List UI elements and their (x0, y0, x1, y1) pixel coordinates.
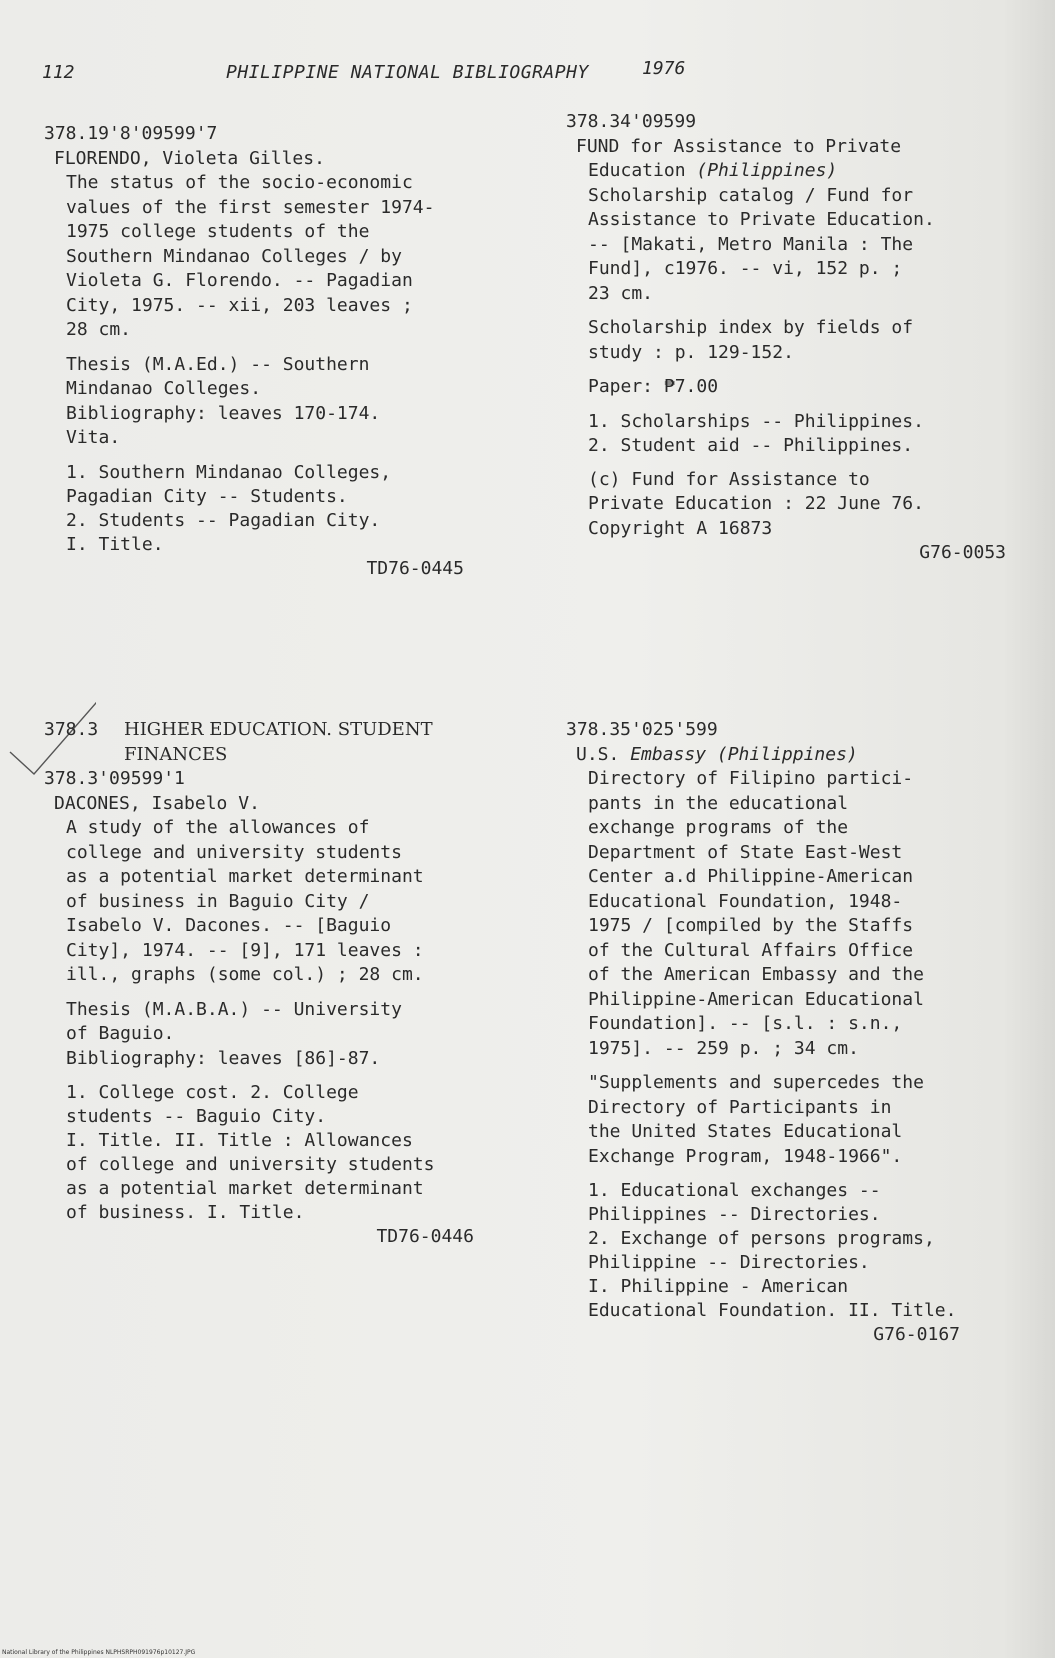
description-line: Violeta G. Florendo. -- Pagadian (66, 270, 413, 291)
description-line: 1975 college students of the (66, 221, 370, 242)
copyright-line: (c) Fund for Assistance to (588, 468, 870, 490)
description-line: Foundation]. -- [s.l. : s.n., (588, 1013, 903, 1034)
call-number: 378.3'09599'1 (44, 768, 185, 789)
note-line: Thesis (M.A.Ed.) -- Southern (66, 353, 370, 375)
note-line: Scholarship index by fields of (588, 317, 914, 338)
description-line: Educational Foundation, 1948- (588, 890, 903, 912)
note-line: Bibliography: leaves 170-174. (66, 402, 381, 424)
description-line: Scholarship catalog / Fund for (588, 184, 914, 206)
note-line: Mindanao Colleges. (66, 378, 262, 399)
subject-line: Educational Foundation. II. Title. (588, 1300, 957, 1321)
description-line: City, 1975. -- xii, 203 leaves ; (66, 294, 413, 316)
subject-line: of business. I. Title. (66, 1202, 305, 1223)
description-line: Southern Mindanao Colleges / by (66, 245, 402, 267)
description-line: Department of State East-West (588, 841, 903, 863)
entry-author: FUND for Assistance to Private (576, 135, 902, 157)
description-line: -- [Makati, Metro Manila : The (588, 233, 914, 255)
note-line: the United States Educational (588, 1121, 903, 1142)
subject-line: 2. Students -- Pagadian City. (66, 509, 381, 531)
description-line: 28 cm. (66, 319, 132, 340)
subject-line: of college and university students (66, 1154, 435, 1175)
note-line: study : p. 129-152. (588, 341, 794, 363)
note-line: Thesis (M.A.B.A.) -- University (66, 998, 402, 1020)
description-line: values of the first semester 1974- (66, 196, 435, 218)
author-plain: Education (588, 160, 697, 181)
running-title: PHILIPPINE NATIONAL BIBLIOGRAPHY (226, 62, 589, 83)
copyright-line: Copyright A 16873 (588, 517, 773, 539)
heading-text: HIGHER EDUCATION. STUDENT (124, 719, 433, 740)
description-line: Isabelo V. Dacones. -- [Baguio (66, 915, 392, 936)
description-line: 23 cm. (588, 282, 654, 304)
copyright-line: Private Education : 22 June 76. (588, 493, 924, 514)
description-line: A study of the allowances of (66, 817, 370, 838)
note-line: Exchange Program, 1948-1966". (588, 1145, 903, 1167)
description-line: The status of the socio-economic (66, 172, 413, 193)
description-line: 1975]. -- 259 p. ; 34 cm. (588, 1037, 859, 1059)
subject-line: Philippine -- Directories. (588, 1252, 870, 1273)
note-line: "Supplements and supercedes the (588, 1072, 924, 1093)
entry-author: DACONES, Isabelo V. (54, 792, 260, 814)
description-line: exchange programs of the (588, 817, 849, 838)
catalog-entry-fund (566, 110, 1006, 566)
description-line: of the American Embassy and the (588, 964, 924, 985)
catalog-entry-us-embassy (566, 718, 1016, 1348)
description-line: 1975 / [compiled by the Staffs (588, 915, 914, 936)
description-line: as a potential market determinant (66, 866, 424, 887)
scan-footer: National Library of the Philippines NLPHSRPH091976p10127.JPG (2, 1649, 196, 1656)
control-number: G76-0053 (919, 542, 1006, 563)
call-number: 378.34'09599 (566, 111, 697, 132)
subject-line: 1. Scholarships -- Philippines. (588, 410, 924, 432)
catalog-entry-florendo (44, 122, 464, 581)
subject-line: 1. Southern Mindanao Colleges, (66, 461, 392, 483)
description-line: of business in Baguio City / (66, 890, 370, 912)
subject-line: 1. Educational exchanges -- (588, 1180, 881, 1201)
subject-line: Pagadian City -- Students. (66, 485, 348, 507)
subject-line: students -- Baguio City. (66, 1106, 327, 1127)
subject-line: I. Title. II. Title : Allowances (66, 1130, 413, 1151)
subject-line: 1. College cost. 2. College (66, 1082, 359, 1103)
description-line: Directory of Filipino partici- (588, 768, 914, 789)
note-line: of Baguio. (66, 1023, 175, 1044)
control-number: TD76-0445 (366, 557, 464, 579)
subject-line: I. Title. (66, 533, 164, 555)
note-line: Directory of Participants in (588, 1096, 892, 1118)
heading-text-continued: FINANCES (124, 743, 228, 765)
description-line: ill., graphs (some col.) ; 28 cm. (66, 964, 424, 985)
description-line: pants in the educational (588, 792, 849, 814)
description-line: Philippine-American Educational (588, 988, 924, 1010)
catalog-entry-dacones (44, 718, 484, 1250)
description-line: City], 1974. -- [9], 171 leaves : (66, 939, 424, 961)
control-number: TD76-0446 (376, 1226, 474, 1247)
description-line: Assistance to Private Education. (588, 209, 935, 230)
author-italic: (Philippines) (696, 160, 838, 181)
subject-heading (44, 718, 484, 743)
description-line: college and university students (66, 841, 402, 863)
author-italic: Embassy (Philippines) (630, 743, 858, 765)
entry-author (576, 743, 1016, 768)
description-line: Center a.d Philippine-American (588, 866, 914, 887)
description-line: of the Cultural Affairs Office (588, 939, 914, 961)
entry-author-line2 (588, 159, 1006, 184)
subject-line: 2. Exchange of persons programs, (588, 1228, 935, 1249)
entry-author: FLORENDO, Violeta Gilles. (54, 147, 325, 169)
description-line: Fund], c1976. -- vi, 152 p. ; (588, 258, 903, 279)
subject-line: I. Philippine - American (588, 1276, 849, 1297)
subject-line: 2. Student aid -- Philippines. (588, 434, 914, 456)
control-number: G76-0167 (873, 1324, 960, 1345)
call-number: 378.35'025'599 (566, 719, 718, 740)
call-number: 378.19'8'09599'7 (44, 123, 218, 144)
page-number: 112 (42, 62, 75, 83)
price: Paper: ₱7.00 (588, 376, 719, 397)
subject-line: Philippines -- Directories. (588, 1204, 881, 1225)
running-year: 1976 (642, 58, 686, 79)
heading-call-number: 378.3 (44, 719, 99, 740)
note-line: Bibliography: leaves [86]-87. (66, 1047, 381, 1069)
note-line: Vita. (66, 427, 121, 448)
subject-line: as a potential market determinant (66, 1178, 424, 1199)
author-plain: U.S. (576, 743, 631, 765)
